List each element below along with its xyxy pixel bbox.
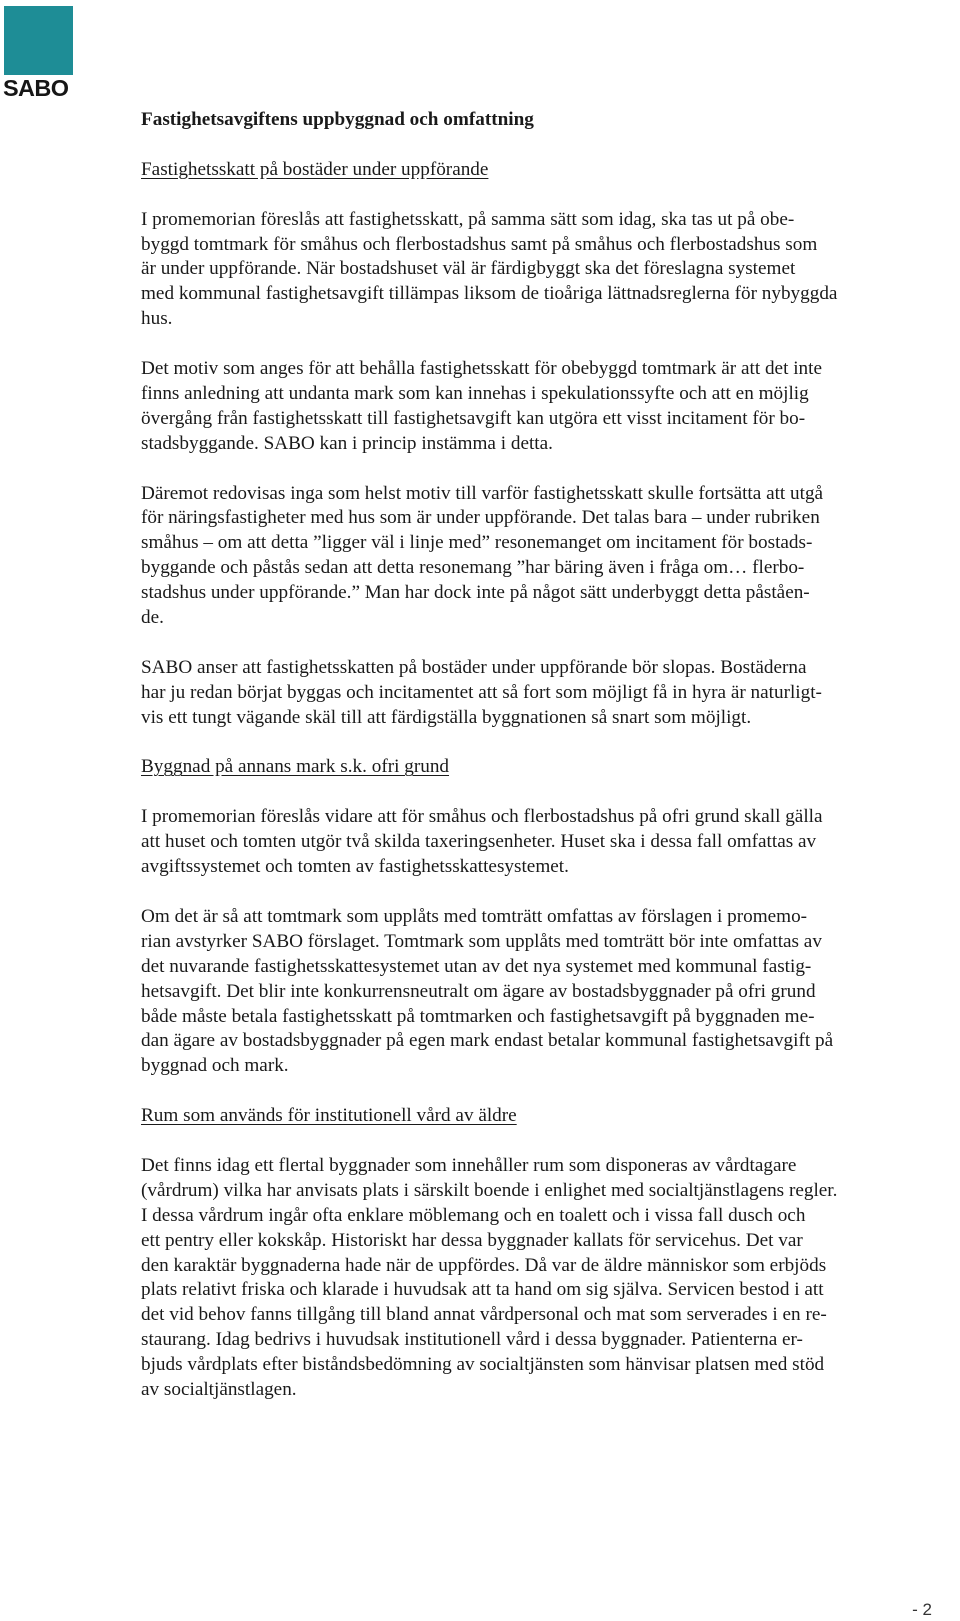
paragraph <box>141 656 911 731</box>
text-line: I promemorian föreslås vidare att för småhus och flerbostadshus på ofri grund skall gälla <box>141 806 823 828</box>
text-line: stadshus under uppförande.” Man har dock inte på något sätt underbyggt detta påståen- <box>141 582 810 604</box>
page-number: - 2 <box>912 1600 932 1619</box>
text-line: Däremot redovisas inga som helst motiv till varför fastighetsskatt skulle fortsätta att utgå <box>141 482 824 504</box>
text-line: avgiftssystemet och tomten av fastighetsskattesystemet. <box>141 856 569 878</box>
text-line: hetsavgift. Det blir inte konkurrensneutralt om ägare av bostadsbyggnader på ofri grund <box>141 980 816 1002</box>
text-line: att huset och tomten utgör två skilda taxeringsenheter. Huset ska i dessa fall omfattas av <box>141 831 817 853</box>
text-line: av socialtjänstlagen. <box>141 1379 297 1401</box>
text-line: Om det är så att tomtmark som upplåts med tomträtt omfattas av förslagen i promemo- <box>141 905 808 927</box>
logo-text: SABO <box>3 75 69 101</box>
text-line: (vårdrum) vilka har anvisats plats i särskilt boende i enlighet med socialtjänstlagens regler. <box>141 1179 838 1201</box>
text-line: staurang. Idag bedrivs i huvudsak institutionell vård i dessa byggnader. Patienterna er- <box>141 1329 803 1351</box>
paragraph <box>141 905 911 1079</box>
text-line: både måste betala fastighetsskatt på tomtmarken och fastighetsavgift på byggnaden me- <box>141 1005 815 1027</box>
text-line: I dessa vårdrum ingår ofta enklare möblemang och en toalett och i vissa fall dusch och <box>141 1204 806 1226</box>
sections-container <box>141 158 911 1403</box>
document-title: Fastighetsavgiftens uppbyggnad och omfattning <box>141 109 534 130</box>
text-line: finns anledning att undanta mark som kan innehas i spekulationssyfte och att en möjlig <box>141 382 809 404</box>
text-line: stadsbyggande. SABO kan i princip instämma i detta. <box>141 432 553 454</box>
paragraph <box>141 357 911 457</box>
text-line: det nuvarande fastighetsskattesystemet utan av det nya systemet med kommunal fastig- <box>141 955 812 977</box>
text-line: byggnad och mark. <box>141 1055 289 1077</box>
paragraph <box>141 805 911 880</box>
text-line: rian avstyrker SABO förslaget. Tomtmark som upplåts med tomträtt bör inte omfattas av <box>141 930 822 952</box>
text-line: för näringsfastigheter med hus som är under uppförande. Det talas bara – under rubriken <box>141 507 820 529</box>
text-line: I promemorian föreslås att fastighetsskatt, på samma sätt som idag, ska tas ut på obe- <box>141 208 795 230</box>
paragraph <box>141 1154 911 1403</box>
text-line: Det finns idag ett flertal byggnader som innehåller rum som disponeras av vårdtagare <box>141 1154 797 1176</box>
text-line: med kommunal fastighetsavgift tillämpas liksom de tioåriga lättnadsreglerna för nybyggda <box>141 283 838 305</box>
text-line: Det motiv som anges för att behålla fastighetsskatt för obebyggd tomtmark är att det inte <box>141 358 822 380</box>
text-line: övergång från fastighetsskatt till fastighetsavgift kan utgöra ett visst incitament för bo- <box>141 407 806 429</box>
text-line: de. <box>141 607 164 629</box>
text-line: den karaktär byggnaderna hade när de uppfördes. Då var de äldre människor som erbjöds <box>141 1254 827 1276</box>
logo-square-icon <box>4 6 73 75</box>
text-line: byggande och påstås sedan att detta resonemang ”har bäring även i fråga om… flerbo- <box>141 557 805 579</box>
text-line: hus. <box>141 308 173 330</box>
text-line: SABO anser att fastighetsskatten på bostäder under uppförande bör slopas. Bostäderna <box>141 656 807 678</box>
text-line: vis ett tungt vägande skäl till att färdigställa byggnationen så snart som möjligt. <box>141 706 752 728</box>
text-line: är under uppförande. När bostadshuset väl är färdigbyggt ska det föreslagna systemet <box>141 258 796 280</box>
paragraph <box>141 482 911 631</box>
text-line: dan ägare av bostadsbyggnader på egen mark endast betalar kommunal fastighetsavgift på <box>141 1030 834 1052</box>
section-heading: Byggnad på annans mark s.k. ofri grund <box>141 756 450 778</box>
text-line: byggd tomtmark för småhus och flerbostadshus samt på småhus och flerbostadshus som <box>141 233 818 255</box>
text-line: bjuds vårdplats efter biståndsbedömning av socialtjänsten som hänvisar platsen med stöd <box>141 1354 825 1376</box>
text-line: ett pentry eller kokskåp. Historiskt har dessa byggnader kallats för servicehus. Det var <box>141 1229 803 1251</box>
document-body <box>141 108 911 1428</box>
text-line: har ju redan börjat byggas och incitamentet att så fort som möjligt få in hyra är naturligt- <box>141 681 822 703</box>
text-line: småhus – om att detta ”ligger väl i linje med” resonemanget om incitament för bostads- <box>141 532 813 554</box>
section-heading: Rum som används för institutionell vård av äldre <box>141 1105 517 1127</box>
sabo-logo <box>3 6 74 101</box>
paragraph <box>141 208 911 333</box>
text-line: plats relativt friska och klarade i huvudsak att ta hand om sig själva. Servicen bestod i att <box>141 1279 824 1301</box>
text-line: det vid behov fanns tillgång till bland annat vårdpersonal och mat som serverades i en re- <box>141 1304 827 1326</box>
section-heading: Fastighetsskatt på bostäder under uppförande <box>141 158 489 180</box>
